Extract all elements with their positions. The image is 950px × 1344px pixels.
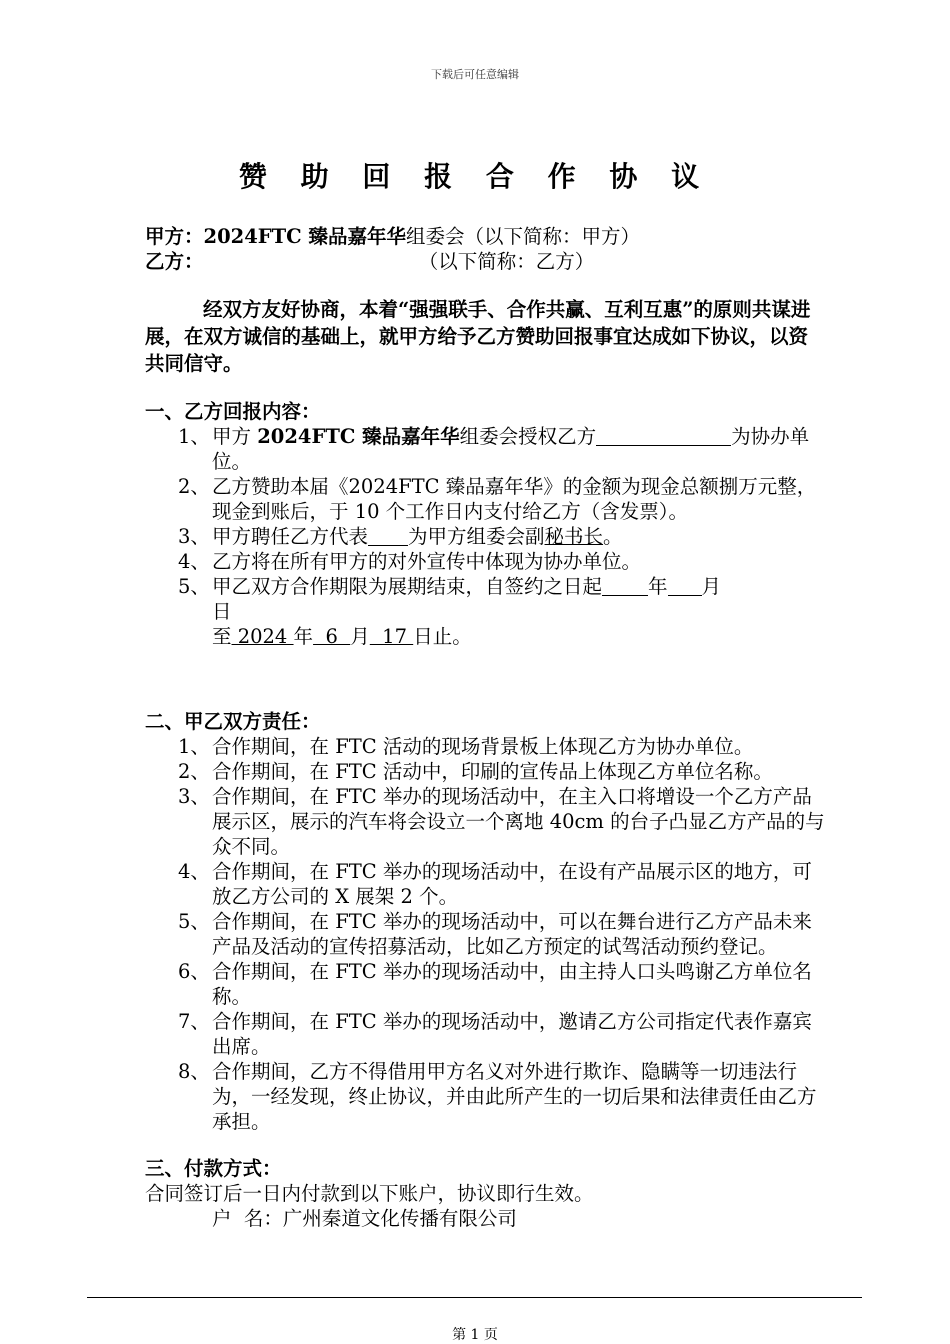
item-number: 1、 (178, 425, 210, 448)
day-label: 日 (212, 600, 232, 623)
payment-line: 合同签订后一日内付款到以下账户，协议即行生效。 (145, 1182, 594, 1205)
section2-item (145, 959, 825, 1009)
intro-paragraph: 经双方友好协商，本着“强强联手、合作共赢、互利互惠”的原则共谋进展，在双方诚信的基础上，就甲方给予乙方赞助回报事宜达成如下协议，以资共同信守。 (145, 298, 811, 375)
document-body (145, 224, 825, 1231)
item-number: 3、 (178, 785, 210, 808)
item-text: 合作期间，在 FTC 活动的现场背景板上体现乙方为协办单位。 (212, 735, 754, 758)
item-text: 合作期间，在 FTC 举办的现场活动中，由主持人口头鸣谢乙方单位名称。 (212, 960, 812, 1008)
section1-item-3 (145, 524, 825, 549)
month-label: 月 (350, 625, 370, 648)
party-a-event-name: 2024FTC 臻品嘉年华 (203, 225, 406, 248)
month-label: 月 (701, 575, 722, 598)
section2-item (145, 909, 825, 959)
section1-item-2 (145, 474, 825, 524)
party-a-rest: 组委会（以下简称：甲方） (405, 225, 640, 248)
item-number: 7、 (178, 1010, 210, 1033)
party-a-label: 甲方： (145, 225, 204, 248)
item-number: 6、 (178, 960, 210, 983)
item-text: 合作期间，在 FTC 举办的现场活动中，可以在舞台进行乙方产品未来产品及活动的宣传招募活动，比如乙方预定的试驾活动预约登记。 (212, 910, 812, 958)
section2-item (145, 759, 825, 784)
year-label: 年 (293, 625, 314, 648)
day-end-label: 日止。 (413, 625, 472, 648)
item-text: 。 (603, 525, 623, 548)
item-number: 8、 (178, 1060, 210, 1083)
item-number: 4、 (178, 550, 210, 573)
party-b-note: （以下简称：乙方） (428, 250, 595, 273)
item-number: 5、 (178, 575, 210, 598)
item-text: 合作期间，在 FTC 举办的现场活动中，在设有产品展示区的地方，可放乙方公司的 X 展架 2 个。 (212, 860, 812, 908)
section1-item-1 (145, 424, 825, 474)
to-label: 至 (212, 625, 232, 648)
item-number: 4、 (178, 860, 210, 883)
blank-start-year (602, 575, 648, 596)
item-text: 乙方将在所有甲方的对外宣传中体现为协办单位。 (212, 550, 642, 573)
section2-item (145, 1009, 825, 1059)
section2-item (145, 734, 825, 759)
item-text-underlined: 秘书长 (544, 525, 604, 548)
item-text: 为协办单位。 (212, 425, 810, 473)
item-text: 组委会授权乙方 (459, 425, 597, 448)
section2-item (145, 1059, 825, 1134)
section3-heading: 三、付款方式： (145, 1157, 282, 1180)
item-text: 甲方聘任乙方代表 (212, 525, 369, 548)
section2-list (145, 734, 825, 1134)
blank-start-month (668, 575, 702, 596)
page-number: 第 1 页 (452, 1327, 498, 1343)
account-name-line: 户 名：广州秦道文化传播有限公司 (212, 1207, 517, 1230)
item-text: 合作期间，在 FTC 活动中，印刷的宣传品上体现乙方单位名称。 (212, 760, 773, 783)
party-b-label: 乙方： (145, 250, 204, 273)
party-a-line (145, 224, 825, 249)
blank-representative (368, 525, 408, 546)
item-text: 甲乙双方合作期限为展期结束，自签约之日起 (212, 575, 603, 598)
item-text: 合作期间，乙方不得借用甲方名义对外进行欺诈、隐瞒等一切违法行为，一经发现，终止协议，并由此所产生的一切后果和法律责任由乙方承担。 (212, 1060, 817, 1133)
item-text: 合作期间，在 FTC 举办的现场活动中，在主入口将增设一个乙方产品展示区，展示的汽车将会设立一个离地 40cm 的台子凸显乙方产品的与众不同。 (212, 785, 825, 858)
section1-heading: 一、乙方回报内容： (145, 400, 321, 423)
page-header-note: 下载后可任意编辑 (431, 68, 519, 81)
item-text: 合作期间，在 FTC 举办的现场活动中，邀请乙方公司指定代表作嘉宾出席。 (212, 1010, 812, 1058)
footer-divider (87, 1297, 862, 1298)
end-day-value: 17 (369, 625, 414, 648)
party-b-line (145, 249, 825, 274)
item-number: 1、 (178, 735, 210, 758)
section2-item (145, 784, 825, 859)
item-number: 2、 (178, 760, 210, 783)
end-month-value: 6 (313, 625, 351, 648)
item-text: 乙方赞助本届《2024FTC 臻品嘉年华》的金额为现金总额捌万元整，现金到账后，于 10 个工作日内支付给乙方（含发票）。 (212, 475, 817, 523)
item-number: 3、 (178, 525, 210, 548)
event-name: 2024FTC 臻品嘉年华 (257, 425, 460, 448)
document-title: 赞 助 回 报 合 作 协 议 (238, 160, 712, 193)
item-text: 甲方 (212, 425, 258, 448)
item-text: 为甲方组委会副 (408, 525, 545, 548)
section1-item-5 (145, 574, 825, 649)
section2-heading: 二、甲乙双方责任： (145, 710, 321, 733)
section2-item (145, 859, 825, 909)
end-year-value: 2024 (231, 625, 294, 648)
section1-list (145, 424, 825, 649)
blank-party-b-name (596, 425, 731, 446)
item-number: 2、 (178, 475, 210, 498)
year-label: 年 (648, 575, 668, 598)
item-number: 5、 (178, 910, 210, 933)
section1-item-4 (145, 549, 825, 574)
